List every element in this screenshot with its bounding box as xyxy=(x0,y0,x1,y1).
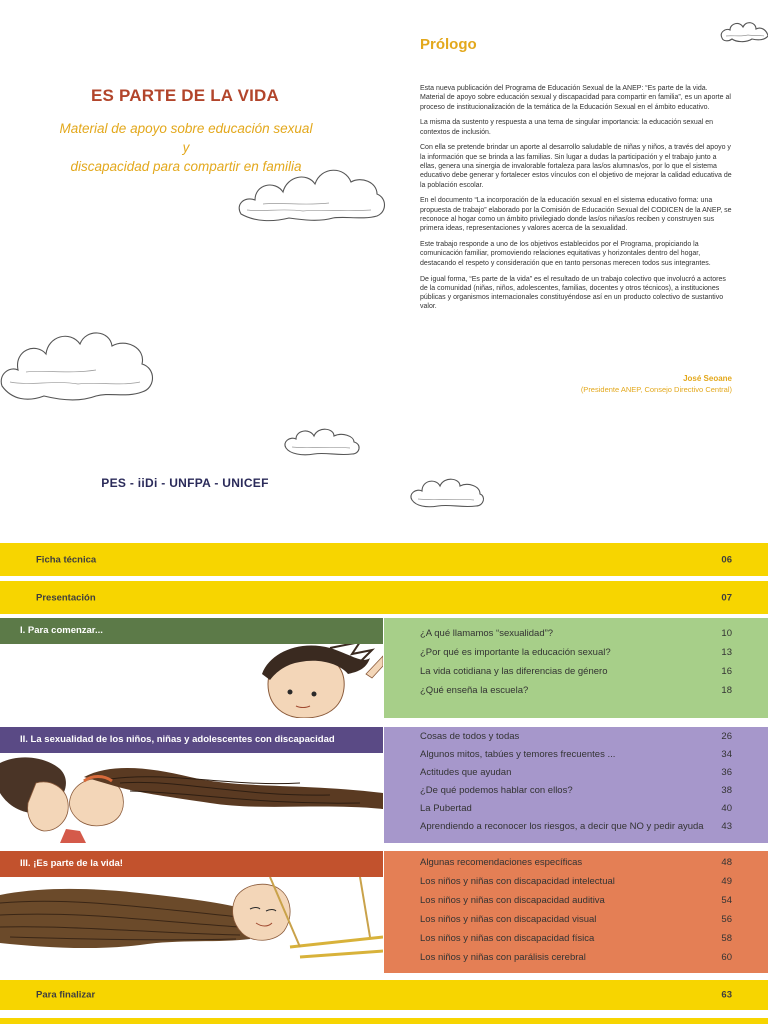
toc-entry-label: Presentación xyxy=(36,592,96,603)
prologue-paragraph: Esta nueva publicación del Programa de Educación Sexual de la ANEP: “Es parte de la vida. Material de apoyo sobre educación sexual y discapacidad para compartir en familia”, es un aporte al proceso de institucionalización de la temática de la Educación Sexual en el ámbito educativo. xyxy=(420,85,731,111)
toc-entry-page: 06 xyxy=(721,554,732,565)
page-title: ES PARTE DE LA VIDA xyxy=(91,86,279,105)
toc-entry-label: Para finalizar xyxy=(36,989,96,1001)
section-3-heading[interactable]: III. ¡Es parte de la vida! xyxy=(0,851,383,877)
toc-entry-page: 36 xyxy=(721,767,732,778)
toc-entry[interactable] xyxy=(420,685,732,703)
toc-entry[interactable] xyxy=(420,731,732,749)
toc-entry[interactable] xyxy=(420,933,732,951)
toc-entry-page: 40 xyxy=(721,803,732,814)
cloud-small-low-icon xyxy=(408,470,486,510)
toc-entry-page: 10 xyxy=(721,628,732,639)
signature xyxy=(560,373,732,395)
toc-entry-label: Los niños y niñas con discapacidad visual xyxy=(420,914,597,925)
toc-entry[interactable] xyxy=(420,647,732,665)
page-subtitle xyxy=(55,119,317,176)
toc-entry-page: 34 xyxy=(721,749,732,760)
toc-entry-ficha-tecnica[interactable] xyxy=(0,543,768,576)
section-1-heading[interactable]: I. Para comenzar... xyxy=(0,618,383,644)
illustration-kissing-children xyxy=(0,753,383,843)
section-3-panel xyxy=(384,851,768,973)
illustration-swinging-girl xyxy=(0,877,383,973)
section-2-panel xyxy=(384,727,768,843)
toc-entry-page: 13 xyxy=(721,647,732,658)
toc-entry-page: 26 xyxy=(721,731,732,742)
toc-entry-page: 54 xyxy=(721,895,732,906)
toc-entry-presentacion[interactable] xyxy=(0,581,768,614)
toc-entry-page: 49 xyxy=(721,876,732,887)
toc-entry-label: Algunos mitos, tabúes y temores frecuentes ... xyxy=(420,749,616,760)
subtitle-line: Material de apoyo sobre educación sexual y xyxy=(59,121,313,155)
prologue-title: Prólogo xyxy=(420,36,477,53)
illustration-child-face xyxy=(0,644,383,718)
toc-entry[interactable] xyxy=(420,628,732,646)
prologue-paragraph: La misma da sustento y respuesta a una tema de singular importancia: la educación sexual en contextos de inclusión. xyxy=(420,119,714,136)
toc-entry[interactable] xyxy=(420,952,732,970)
toc-entry-label: Los niños y niñas con parálisis cerebral xyxy=(420,952,586,963)
partners-line: PES - iiDi - UNFPA - UNICEF xyxy=(101,476,269,490)
prologue-paragraph: En el documento “La incorporación de la educación sexual en el sistema educativo forma: una propuesta de trabajo” elaborado por la Comisión de Educación Sexual del CODICEN de la ANEP, se reconoce al hogar como un ámbito privilegiado donde las/os niñas/os reciben y construyen sus primera ideas, representaciones y valores acerca de la sexualidad. xyxy=(420,197,732,233)
toc-entry-page: 60 xyxy=(721,952,732,963)
toc-entry[interactable] xyxy=(420,666,732,684)
toc-entry-label: Aprendiendo a reconocer los riesgos, a decir que NO y pedir ayuda xyxy=(420,821,704,832)
toc-entry-label: ¿A qué llamamos “sexualidad”? xyxy=(420,628,554,639)
toc-entry[interactable] xyxy=(420,749,732,767)
toc-entry-page: 18 xyxy=(721,685,732,696)
toc-entry-label: Los niños y niñas con discapacidad física xyxy=(420,933,595,944)
toc-entry-page: 38 xyxy=(721,785,732,796)
toc-entry-label: ¿De qué podemos hablar con ellos? xyxy=(420,785,573,796)
signature-role: (Presidente ANEP, Consejo Directivo Central) xyxy=(580,385,732,394)
toc-entry[interactable] xyxy=(420,895,732,913)
toc-entry-page: 07 xyxy=(721,592,732,603)
toc-entry-label: Cosas de todos y todas xyxy=(420,731,520,742)
toc-entry-label: La vida cotidiana y las diferencias de género xyxy=(420,666,608,677)
cloud-small-center-icon xyxy=(282,422,362,458)
toc-entry-label: Los niños y niñas con discapacidad intelectual xyxy=(420,876,615,887)
toc-entry-label: La Pubertad xyxy=(420,803,472,814)
toc-entry-para-finalizar[interactable] xyxy=(0,980,768,1010)
toc-entry-label: ¿Qué enseña la escuela? xyxy=(420,685,529,696)
prologue-paragraph: Con ella se pretende brindar un aporte al desarrollo saludable de niñas y niños, a través del apoyo y la información que se brinda a las familias. Sin lugar a dudas la participación y el trabajo junto a ellas, genera una sinergia de invalorable fortaleza para las/os alumnas/os, por lo que el sistema educativo debe generar y fortalecer estos vínculos con el objetivo de mejorar la calidad educativa de la población escolar. xyxy=(420,144,732,189)
prologue-paragraph: De igual forma, “Es parte de la vida” es el resultado de un trabajo colectivo que involucró a actores de la comunidad (niñas, niños, adolescentes, familias, docentes y otros técnicos), a instituciones públicas y organismos internacionales constituyéndose así en un producto colectivo de sustantivo valor. xyxy=(420,275,726,311)
section-2-heading[interactable]: II. La sexualidad de los niños, niñas y adolescentes con discapacidad xyxy=(0,727,383,753)
toc-entry-page: 48 xyxy=(721,857,732,868)
subtitle-line: discapacidad para compartir en familia xyxy=(70,159,302,174)
toc-entry-label: Los niños y niñas con discapacidad auditiva xyxy=(420,895,605,906)
toc-entry-page: 56 xyxy=(721,914,732,925)
toc-entry[interactable] xyxy=(420,876,732,894)
toc-entry-label: Ficha técnica xyxy=(36,554,97,565)
section-1-panel xyxy=(384,618,768,718)
toc-entry[interactable] xyxy=(420,857,732,875)
prologue-paragraph: Este trabajo responde a uno de los objetivos establecidos por el Programa, propiciando la comunicación familiar, promoviendo relaciones equitativas y horizontales dentro del hogar, destacando el respeto y consideración que en tanto personas merecen todos sus integrantes. xyxy=(420,241,711,267)
toc-entry[interactable] xyxy=(420,767,732,785)
toc-entry-label: Algunas recomendaciones específicas xyxy=(420,857,583,868)
toc-entry[interactable] xyxy=(420,785,732,803)
toc-entry[interactable] xyxy=(420,821,732,839)
cloud-top-right-icon xyxy=(718,14,768,46)
toc-entry-page: 63 xyxy=(721,989,732,1001)
cloud-left-icon xyxy=(0,312,158,412)
prologue-body xyxy=(420,84,732,318)
toc-entry[interactable] xyxy=(420,803,732,821)
toc-entry-page: 43 xyxy=(721,821,732,832)
toc-entry-label: Actitudes que ayudan xyxy=(420,767,512,778)
signature-name: José Seoane xyxy=(683,374,732,383)
toc-entry-label: ¿Por qué es importante la educación sexual? xyxy=(420,647,611,658)
toc-entry-page: 58 xyxy=(721,933,732,944)
bottom-band xyxy=(0,1018,768,1024)
toc-entry[interactable] xyxy=(420,914,732,932)
toc-entry-page: 16 xyxy=(721,666,732,677)
